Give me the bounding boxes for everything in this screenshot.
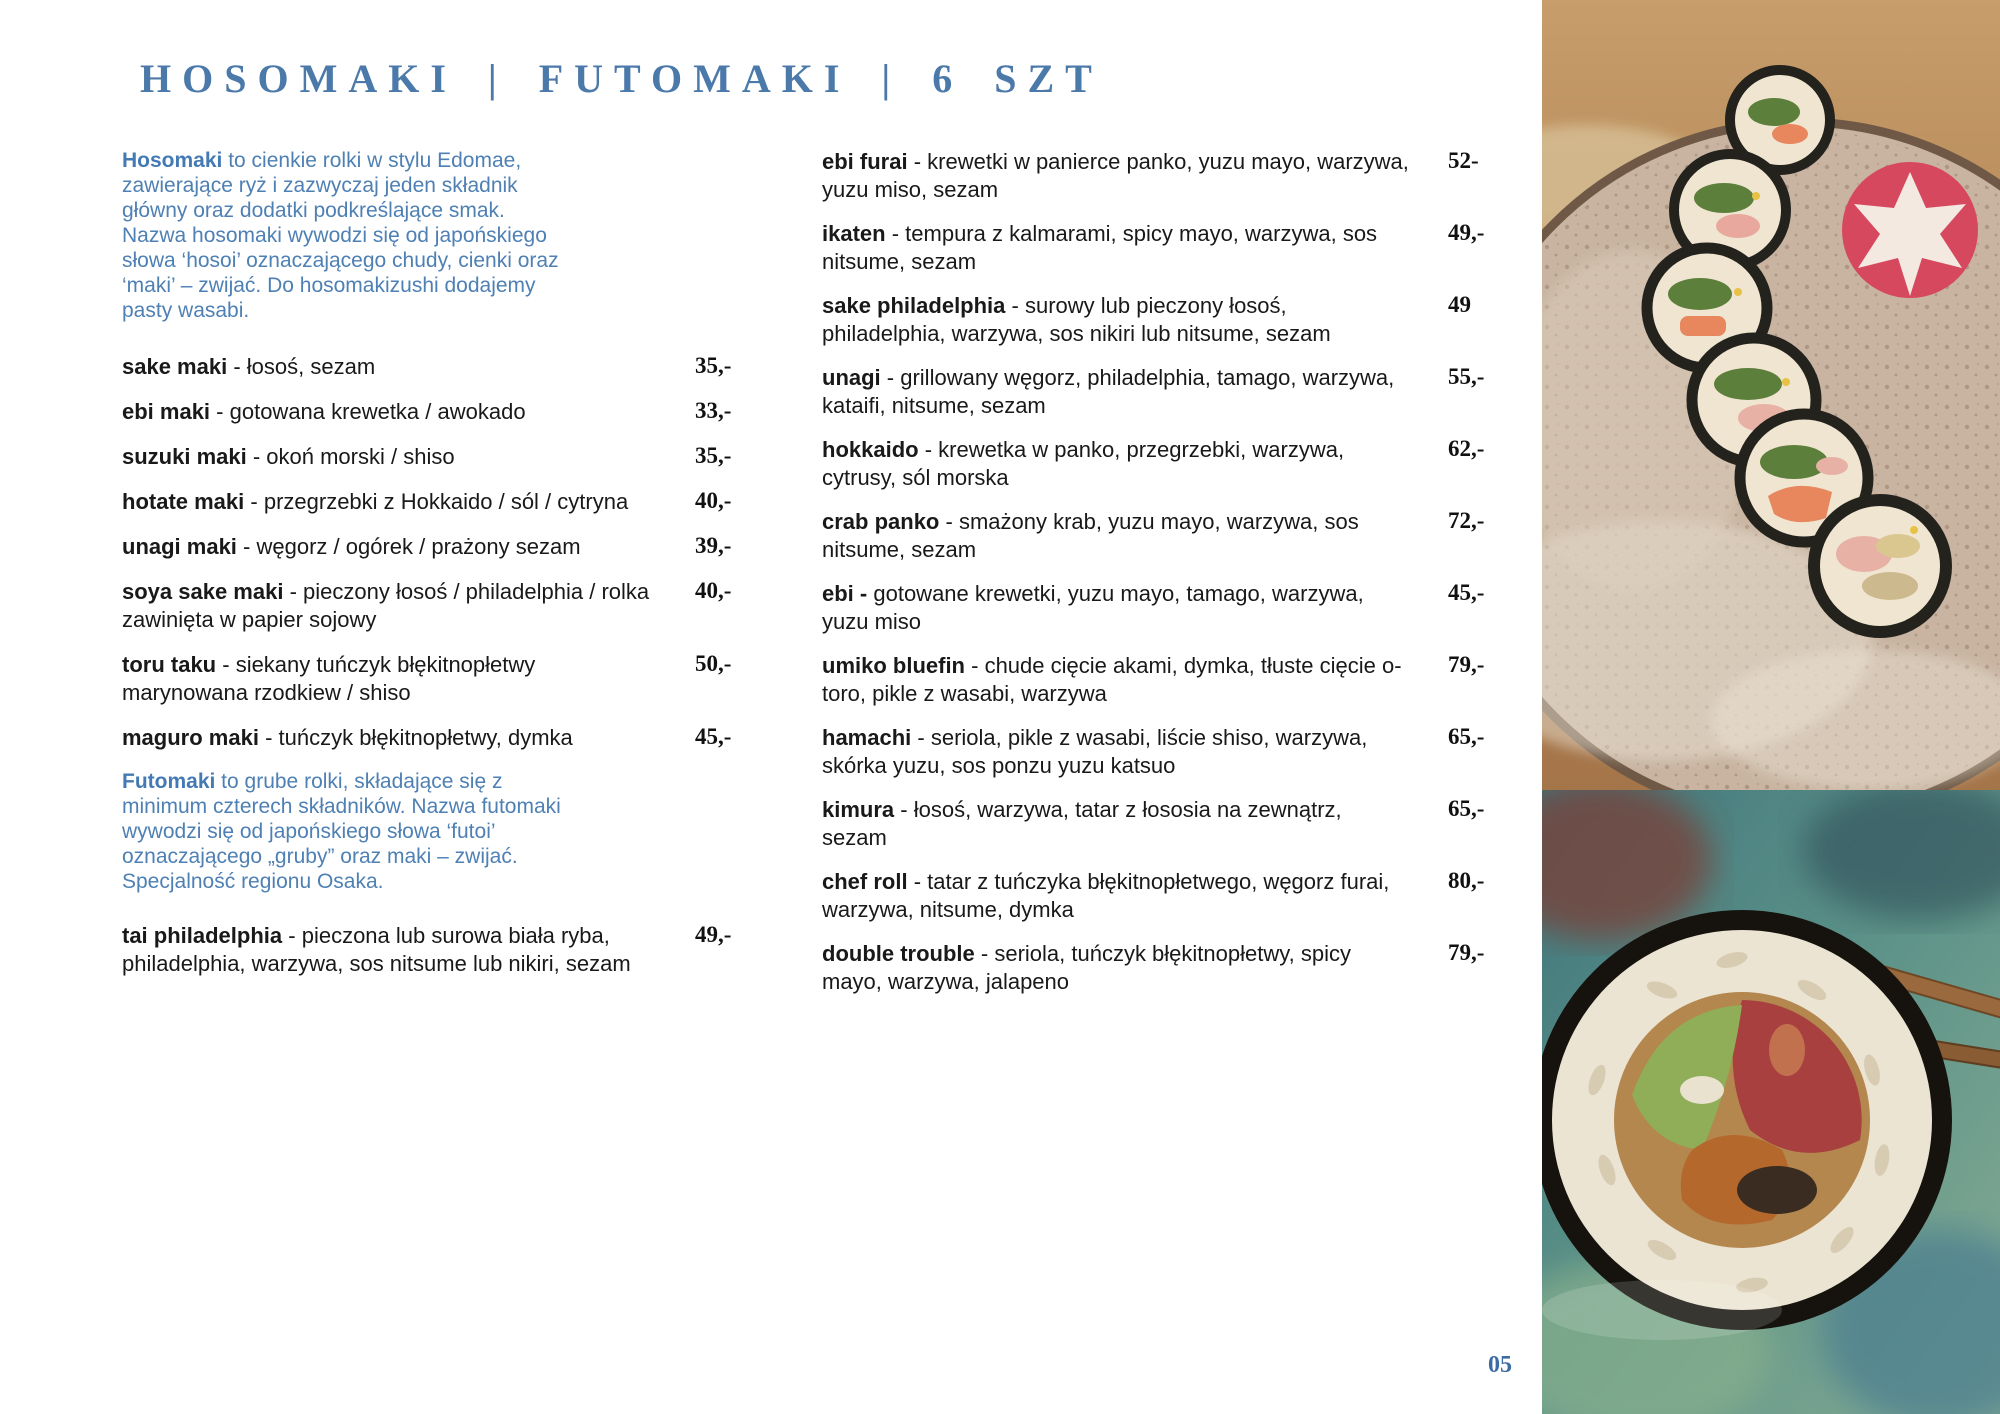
item-name: ebi furai <box>822 149 908 174</box>
futomaki-intro <box>122 769 562 894</box>
radish-star-garnish <box>1842 162 1978 298</box>
menu-item-maguro-maki <box>122 724 762 752</box>
item-name: hamachi <box>822 725 912 750</box>
futomaki-intro-lead: Futomaki <box>122 770 216 793</box>
item-name: hokkaido <box>822 437 919 462</box>
menu-item-crab-panko <box>822 508 1522 564</box>
item-desc: - krewetka w panko, przegrzebki, warzywa, cytrusy, sól morska <box>822 437 1345 490</box>
item-price: 45,- <box>1448 580 1485 605</box>
item-desc: - siekany tuńczyk błękitnopłetwy marynowana rzodkiew / shiso <box>122 652 536 705</box>
item-desc: - tuńczyk błękitnopłetwy, dymka <box>265 725 573 750</box>
item-price: 35,- <box>695 443 732 468</box>
menu-item-suzuki-maki <box>122 443 762 471</box>
item-desc: - tatar z tuńczyka błękitnopłetwego, węgorz furai, warzywa, nitsume, dymka <box>822 869 1390 922</box>
menu-item-hamachi <box>822 724 1522 780</box>
item-desc: - przegrzebki z Hokkaido / sól / cytryna <box>250 489 629 514</box>
item-price: 50,- <box>695 651 732 676</box>
hosomaki-intro <box>122 148 562 323</box>
item-price: 79,- <box>1448 940 1485 965</box>
item-name: ebi - <box>822 581 868 606</box>
hosomaki-intro-lead: Hosomaki <box>122 149 223 172</box>
menu-item-ebi-furai <box>822 148 1522 204</box>
item-desc: - krewetki w panierce panko, yuzu mayo, warzywa, yuzu miso, sezam <box>822 149 1409 202</box>
item-name: suzuki maki <box>122 444 247 469</box>
item-desc: - seriola, pikle z wasabi, liście shiso, warzywa, skórka yuzu, sos ponzu yuzu katsuo <box>822 725 1368 778</box>
item-name: unagi <box>822 365 881 390</box>
item-name: toru taku <box>122 652 217 677</box>
item-price: 49,- <box>695 922 732 947</box>
item-desc: - seriola, tuńczyk błękitnopłetwy, spicy mayo, warzywa, jalapeno <box>822 941 1351 994</box>
item-name: hotate maki <box>122 489 245 514</box>
item-name: ikaten <box>822 221 886 246</box>
item-desc: - gotowana krewetka / awokado <box>216 399 526 424</box>
menu-item-double-trouble <box>822 940 1522 996</box>
menu-item-unagi-maki <box>122 533 762 561</box>
item-price: 40,- <box>695 578 732 603</box>
item-price: 40,- <box>695 488 732 513</box>
item-price: 79,- <box>1448 652 1485 677</box>
hosomaki-intro-text: to cienkie rolki w stylu Edomae, zawierające ryż i zazwyczaj jeden składnik główny oraz dodatki podkreślające smak. Nazwa hosomaki wywodzi się od japońskiego słowa ‘hosoi’ oznaczającego chudy, cienki oraz ‘maki’ – zwijać. Do hosomakizushi dodajemy pasty wasabi. <box>122 149 559 322</box>
item-price: 39,- <box>695 533 732 558</box>
item-desc: - grillowany węgorz, philadelphia, tamago, warzywa, kataifi, nitsume, sezam <box>822 365 1395 418</box>
page-number: 05 <box>1488 1352 1512 1378</box>
item-price: 35,- <box>695 353 732 378</box>
item-name: maguro maki <box>122 725 259 750</box>
item-price: 55,- <box>1448 364 1485 389</box>
item-name: tai philadelphia <box>122 923 283 948</box>
menu-item-ebi <box>822 580 1522 636</box>
item-name: chef roll <box>822 869 908 894</box>
left-column <box>122 148 762 995</box>
item-name: unagi maki <box>122 534 237 559</box>
item-desc: - surowy lub pieczony łosoś, philadelphia, warzywa, sos nikiri lub nitsume, sezam <box>822 293 1331 346</box>
item-price: 72,- <box>1448 508 1485 533</box>
menu-item-sake-philadelphia <box>822 292 1522 348</box>
menu-item-sake-maki <box>122 353 762 381</box>
item-price: 65,- <box>1448 724 1485 749</box>
sushi-platter-photo <box>1542 0 2000 790</box>
menu-item-kimura <box>822 796 1522 852</box>
item-name: soya sake maki <box>122 579 284 604</box>
item-desc: - pieczona lub surowa biała ryba, philadelphia, warzywa, sos nitsume lub nikiri, sezam <box>122 923 631 976</box>
item-desc: - pieczony łosoś / philadelphia / rolka zawinięta w papier sojowy <box>122 579 650 632</box>
item-desc: - łosoś, warzywa, tatar z łososia na zewnątrz, sezam <box>822 797 1342 850</box>
item-desc: - chude cięcie akami, dymka, tłuste cięcie o-toro, pikle z wasabi, warzywa <box>822 653 1402 706</box>
item-desc: - okoń morski / shiso <box>252 444 455 469</box>
menu-item-chef-roll <box>822 868 1522 924</box>
right-column <box>822 148 1522 1012</box>
menu-item-unagi <box>822 364 1522 420</box>
futomaki-intro-text: to grube rolki, składające się z minimum czterech składników. Nazwa futomaki wywodzi się od japońskiego słowa ‘futoi’ oznaczającego „gruby” oraz maki – zwijać. Specjalność regionu Osaka. <box>122 770 561 893</box>
item-desc: - smażony krab, yuzu mayo, warzywa, sos nitsume, sezam <box>822 509 1359 562</box>
item-name: double trouble <box>822 941 975 966</box>
menu-item-umiko-bluefin <box>822 652 1522 708</box>
item-price: 65,- <box>1448 796 1485 821</box>
item-desc: - tempura z kalmarami, spicy mayo, warzywa, sos nitsume, sezam <box>822 221 1378 274</box>
item-name: sake maki <box>122 354 228 379</box>
item-price: 80,- <box>1448 868 1485 893</box>
item-price: 45,- <box>695 724 732 749</box>
item-price: 49 <box>1448 292 1471 317</box>
menu-item-hokkaido <box>822 436 1522 492</box>
item-name: umiko bluefin <box>822 653 965 678</box>
item-price: 33,- <box>695 398 732 423</box>
item-name: kimura <box>822 797 895 822</box>
item-name: crab panko <box>822 509 940 534</box>
menu-item-soya-sake-maki <box>122 578 762 634</box>
maki-closeup-photo <box>1542 790 2000 1414</box>
menu-item-hotate-maki <box>122 488 762 516</box>
item-price: 49,- <box>1448 220 1485 245</box>
page-title: HOSOMAKI | FUTOMAKI | 6 SZT <box>140 56 1103 101</box>
item-name: ebi maki <box>122 399 211 424</box>
item-desc: gotowane krewetki, yuzu mayo, tamago, warzywa, yuzu miso <box>822 581 1364 634</box>
item-desc: - węgorz / ogórek / prażony sezam <box>243 534 581 559</box>
item-price: 52- <box>1448 148 1479 173</box>
menu-item-toru-taku <box>122 651 762 707</box>
item-name: sake philadelphia <box>822 293 1006 318</box>
maki-roll <box>1814 500 1946 632</box>
menu-item-ebi-maki <box>122 398 762 426</box>
menu-item-tai-philadelphia <box>122 922 762 978</box>
item-price: 62,- <box>1448 436 1485 461</box>
item-desc: - łosoś, sezam <box>233 354 376 379</box>
nori-bits <box>1737 1166 1817 1214</box>
menu-item-ikaten <box>822 220 1522 276</box>
